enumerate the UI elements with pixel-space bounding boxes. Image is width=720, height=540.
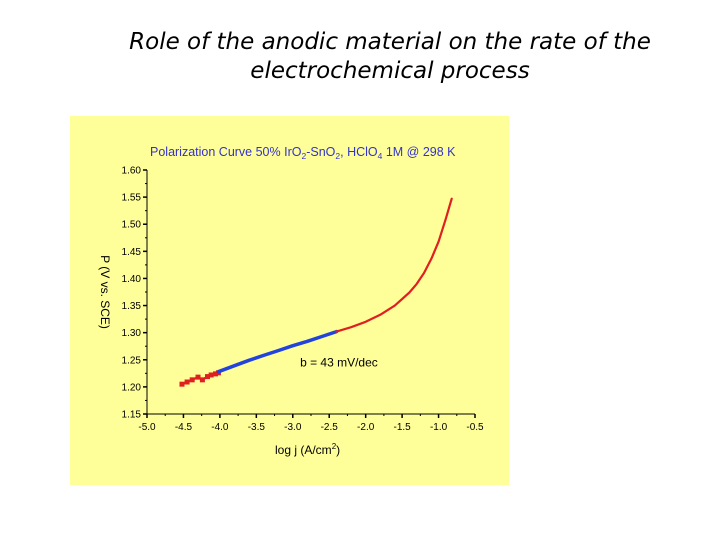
- x-tick-label: -0.5: [466, 422, 484, 433]
- x-tick-label: -3.5: [247, 422, 265, 433]
- y-axis-label: P (V vs. SCE): [98, 255, 112, 329]
- slide-title-line-2: electrochemical process: [250, 58, 530, 84]
- y-tick-label: 1.15: [121, 409, 141, 421]
- x-tick-label: -5.0: [138, 422, 156, 433]
- slide-title-line-1: Role of the anodic material on the rate of the: [129, 29, 651, 55]
- y-tick-label: 1.55: [121, 192, 141, 204]
- y-tick-label: 1.40: [121, 273, 141, 285]
- y-tick-label: 1.20: [121, 382, 141, 394]
- data-point: [209, 372, 214, 377]
- series-line-high-current: [337, 199, 452, 332]
- tafel-slope-annotation: b = 43 mV/dec: [300, 355, 378, 370]
- y-tick-label: 1.25: [121, 355, 141, 367]
- x-tick-label: -2.0: [357, 422, 375, 433]
- y-tick-label: 1.60: [121, 165, 141, 177]
- x-tick-label: -3.0: [284, 422, 302, 433]
- chart-title: Polarization Curve 50% IrO$_2$-SnO$_2$, HClO$_4$ 1M @ 298 K: [150, 145, 456, 161]
- y-tick-label: 1.45: [121, 246, 141, 258]
- y-tick-label: 1.35: [121, 301, 141, 313]
- x-tick-label: -1.5: [393, 422, 411, 433]
- x-tick-label: -1.0: [429, 422, 448, 433]
- chart-panel: [70, 116, 509, 485]
- data-point: [200, 377, 205, 382]
- data-point: [196, 375, 201, 380]
- x-tick-label: -4.0: [211, 422, 229, 433]
- data-point: [190, 377, 195, 382]
- data-point: [179, 382, 184, 387]
- x-tick-label: -4.5: [174, 422, 193, 433]
- x-tick-label: -2.5: [320, 422, 338, 433]
- polarization-chart: [70, 116, 509, 485]
- y-tick-label: 1.50: [121, 219, 141, 231]
- x-axis-label: log j $(A/cm^2)$: [275, 442, 341, 457]
- y-tick-label: 1.30: [121, 328, 141, 340]
- data-point: [185, 380, 190, 385]
- slide-title: [60, 28, 720, 86]
